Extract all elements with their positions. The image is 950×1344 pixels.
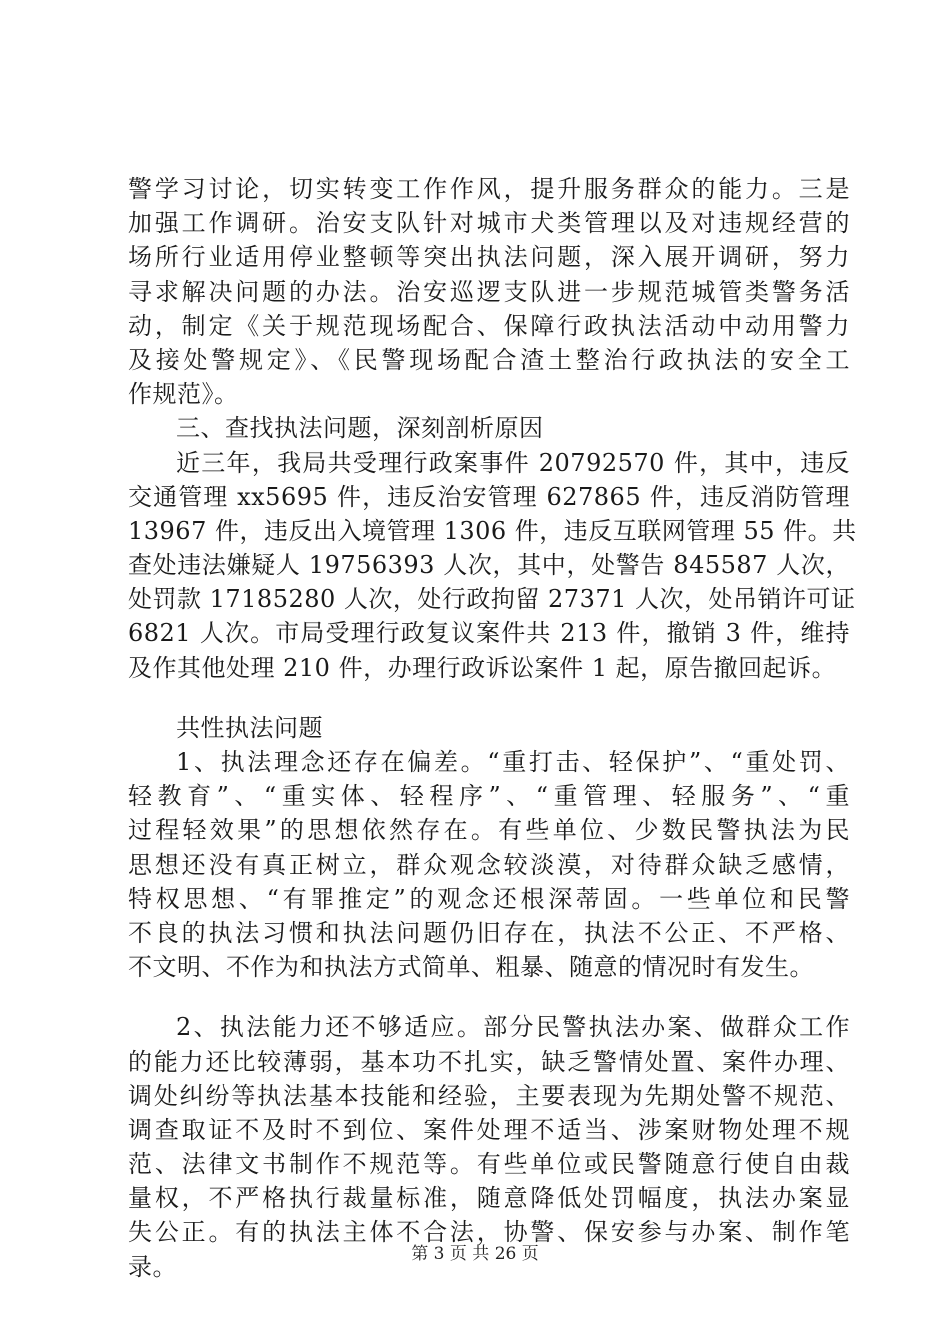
- text-line: 查处违法嫌疑人 19756393 人次，其中，处警告 845587 人次，: [128, 551, 850, 580]
- text-line: 场所行业适用停业整顿等突出执法问题，深入展开调研，努力: [128, 243, 850, 272]
- text-line: 13967 件，违反出入境管理 1306 件，违反互联网管理 55 件。共: [128, 516, 857, 545]
- text-line: 寻求解决问题的办法。治安巡逻支队进一步规范城管类警务活: [128, 277, 850, 306]
- document-body: [128, 172, 857, 1284]
- text-line: 范、法律文书制作不规范等。有些单位或民警随意行使自由裁: [128, 1150, 850, 1179]
- text-line: 警学习讨论，切实转变工作作风，提升服务群众的能力。三是: [128, 175, 850, 203]
- page-footer: 第 3 页 共 26 页: [411, 1244, 539, 1264]
- paragraph: [128, 745, 850, 984]
- text-line: 调处纠纷等执法基本技能和经验，主要表现为先期处警不规范、: [128, 1081, 850, 1110]
- text-line: 过程轻效果”的思想依然存在。有些单位、少数民警执法为民: [128, 816, 850, 845]
- text-line: 作规范》。: [128, 380, 239, 409]
- text-line: 不文明、不作为和执法方式简单、粗暴、随意的情况时有发生。: [128, 953, 814, 982]
- text-line: 共性执法问题: [176, 713, 323, 742]
- text-line: 量权，不严格执行裁量标准，随意降低处罚幅度，执法办案显: [128, 1184, 850, 1213]
- paragraph-gap: [128, 685, 850, 711]
- paragraph: [128, 711, 850, 745]
- text-line: 及接处警规定》、《民警现场配合渣土整治行政执法的安全工: [128, 345, 850, 374]
- text-line: 调查取证不及时不到位、案件处理不适当、涉案财物处理不规: [128, 1115, 850, 1144]
- text-line: 思想还没有真正树立，群众观念较淡漠，对待群众缺乏感情，: [128, 850, 850, 879]
- text-line: 特权思想、“有罪推定”的观念还根深蒂固。一些单位和民警: [128, 884, 850, 913]
- text-line: 处罚款 17185280 人次，处行政拘留 27371 人次，处吊销许可证: [128, 585, 856, 614]
- paragraph: [128, 411, 850, 445]
- text-line: 轻教育”、“重实体、轻程序”、“重管理、轻服务”、“重: [128, 782, 850, 811]
- text-line: 2、执法能力还不够适应。部分民警执法办案、做群众工作: [176, 1013, 850, 1042]
- paragraph: [128, 446, 857, 685]
- text-line: 1、执法理念还存在偏差。“重打击、轻保护”、“重处罚、: [176, 748, 850, 776]
- paragraph: [128, 172, 850, 411]
- text-line: 动，制定《关于规范现场配合、保障行政执法活动中动用警力: [128, 311, 850, 340]
- text-line: 的能力还比较薄弱，基本功不扎实，缺乏警情处置、案件办理、: [128, 1047, 850, 1076]
- text-line: 加强工作调研。治安支队针对城市犬类管理以及对违规经营的: [128, 209, 850, 238]
- text-line: 三、查找执法问题，深刻剖析原因: [176, 414, 544, 443]
- text-line: 失公正。有的执法主体不合法，协警、保安参与办案、制作笔: [128, 1218, 850, 1247]
- text-line: 近三年，我局共受理行政案事件 20792570 件，其中，违反: [176, 448, 850, 477]
- text-line: 交通管理 xx5695 件，违反治安管理 627865 件，违反消防管理: [128, 482, 850, 511]
- paragraph-gap: [128, 984, 850, 1010]
- text-line: 6821 人次。市局受理行政复议案件共 213 件，撤销 3 件，维持: [128, 619, 850, 648]
- text-line: 及作其他处理 210 件，办理行政诉讼案件 1 起，原告撤回起诉。: [128, 653, 837, 682]
- text-line: 录。: [128, 1252, 177, 1281]
- text-line: 不良的执法习惯和执法问题仍旧存在，执法不公正、不严格、: [128, 918, 850, 947]
